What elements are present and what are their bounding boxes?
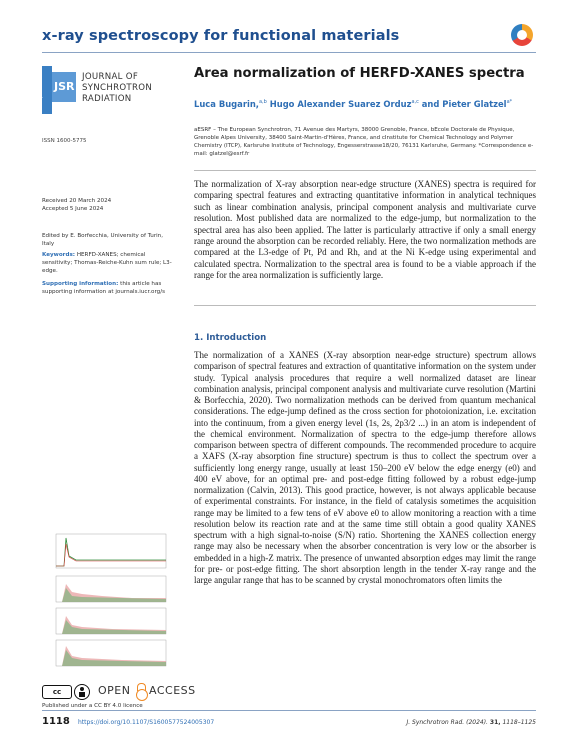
footer-divider <box>42 710 536 711</box>
supporting-text[interactable]: this article has supporting information at journals.iucr.org/s <box>42 281 166 295</box>
accepted-date: Accepted 5 June 2024 <box>42 206 104 212</box>
open-access-lock-icon <box>136 683 146 699</box>
keywords-label: Keywords: <box>42 252 76 258</box>
page-number: 1118 <box>42 716 70 727</box>
logo-box: JSR <box>52 72 76 102</box>
graphical-abstract-figure <box>42 526 170 671</box>
jsr-logo <box>37 66 76 114</box>
abstract-divider <box>194 305 536 306</box>
doi-link[interactable]: https://doi.org/10.1107/S1600577524005307 <box>78 719 215 726</box>
article-title: Area normalization of HERFD-XANES spectra <box>194 66 525 81</box>
author-name[interactable]: and Pieter Glatzel <box>421 99 507 109</box>
section-heading: 1. Introduction <box>194 333 267 343</box>
header-divider <box>42 52 536 53</box>
access-label: ACCESS <box>149 684 196 697</box>
issn: ISSN 1600-5775 <box>42 138 87 144</box>
crossmark-icon[interactable] <box>511 24 533 46</box>
supporting-label: Supporting information: <box>42 281 119 287</box>
dates <box>42 197 172 213</box>
introduction-text: The normalization of a XANES (X-ray absorption near-edge structure) spectrum allows comparison of spectral features and extraction of quantitative information on the system under study. Typical analysis procedures that require a well normalized dataset are linear combination analysis, principal component analysis and multivariate curve resolution (Martini & Borfecchia, 2020). Two normalization methods can be derived from quantum mechanical considerations. The edge-jump defined as the cross section for photoionization, i.e. excitation into the continuum, from a given energy level (1s, 2s, 2p3/2 ...) in an atom is independent of the chemical environment. Normalization of spectra to the edge-jump therefore allows comparison between spectra of different compounds. The recommended procedure to acquire a XAFS (X-ray absorption fine structure) spectrum is thus to collect the spectrum over a sufficiently long energy range, usually at least 150–200 eV below the edge energy (e0) and 400 eV above, for an optimal pre- and post-edge fitting followed by a robust edge-jump normalization (Calvin, 2013). This good practice, however, is not always applicable because of experimental constraints. For instance, in the field of catalysis sometimes the acquisition range may be limited to a few tens of eV above e0 to allow monitoring a reaction with a time resolution below its reaction rate and at the same time still obtain a good quality XANES spectrum with a high signal-to-noise (S/N) ratio. Shortening the XANES collection energy range may also be necessary when the absorber concentration is very low or the absorber is embedded in a high-Z matrix. The presence of unwanted absorption edges may limit the range for pre- or post-edge fitting. The short absorption length in the tender X-ray range and the large angular range that has to be scanned by crystal monochromators often limits the <box>194 350 536 585</box>
author-name[interactable]: Luca Bugarin, <box>194 99 259 109</box>
received-date: Received 20 March 2024 <box>42 198 112 204</box>
author-list: Luca Bugarin,$^{a,b}$ Hugo Alexander Suarez Orduz$^{a,c}$ and Pieter Glatzel$^{a*}$ <box>194 99 513 109</box>
cc-by-icon <box>74 684 90 700</box>
journal-series-title: x-ray spectroscopy for functional materials <box>42 28 400 44</box>
edited-by: Edited by E. Borfecchia, University of Turin, Italy <box>42 233 163 247</box>
keywords <box>42 251 172 275</box>
journal-name: JOURNAL OF SYNCHROTRON RADIATION <box>82 72 153 104</box>
affiliations: aESRF – The European Synchrotron, 71 Avenue des Martyrs, 38000 Grenoble, France, bEcole Doctorale de Physique, Grenoble Alpes University, 38400 Saint-Martin-d'Hères, France, and cInstitute for Chemical Technology and Polymer Chemistry (ITCP), Karlsruhe Institute of Technology, Engesserstrasse18/20, 76131 Karlsruhe, Germany. *Correspondence e-mail: glatzel@esrf.fr <box>194 127 534 157</box>
citation: J. Synchrotron Rad. (2024). 31, 1118–1125 <box>406 719 536 726</box>
author-name[interactable]: Hugo Alexander Suarez Orduz <box>269 99 412 109</box>
abstract: The normalization of X-ray absorption near-edge structure (XANES) spectra is required for comparing spectral features and extracting quantitative information in analytical techniques such as linear combination analysis, principal component analysis and multivariate curve resolution. Most published data are normalized to the edge-jump, but normalization to the spectral area has also been applied. The latter is particularly attractive if only a small energy range around the absorption can be recorded reliably. Here, the two normalization methods are compared at the L3-edge of Pt, Pd and Rh, and at the Ni K-edge using experimental and calculated spectra. Normalization to the spectral area is found to be a viable approach if the range for the area normalization is sufficiently large. <box>194 179 536 281</box>
journal-header <box>0 0 576 60</box>
keywords-text: HERFD-XANES; chemical sensitivity; Thomas-Reiche-Kuhn sum rule; L3-edge. <box>42 252 172 274</box>
supporting-info <box>42 280 172 296</box>
affiliation-divider <box>194 170 536 171</box>
license-text: Published under a CC BY 4.0 licence <box>42 703 143 709</box>
cc-badge-icon[interactable]: cc <box>42 685 72 699</box>
open-label: OPEN <box>98 684 131 697</box>
logo-strip: Synchrotron <box>42 66 52 114</box>
